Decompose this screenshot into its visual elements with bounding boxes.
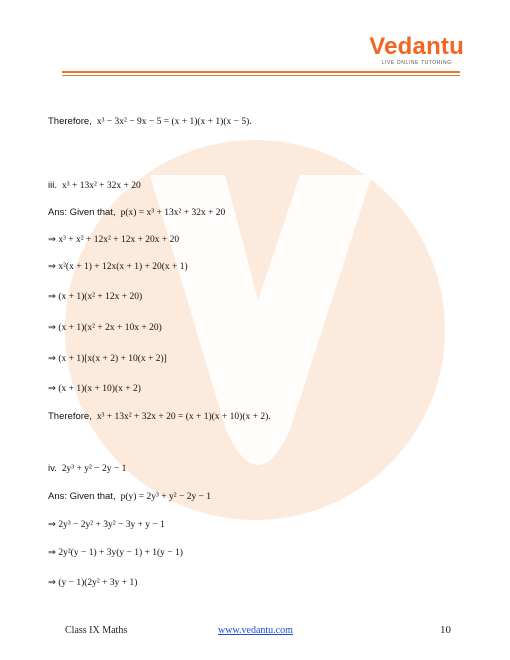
header-rule-thick xyxy=(62,71,460,73)
header-rule-thin xyxy=(62,75,460,76)
step-line: ⇒ (x + 1)(x² + 12x + 20) xyxy=(48,292,143,302)
factorization-result: x³ + 13x² + 32x + 20 = (x + 1)(x + 10)(x + 2). xyxy=(96,412,271,422)
part-iv-answer xyxy=(48,491,211,503)
part-iii-label: iii. xyxy=(48,180,57,191)
part-iii-expression: x³ + 13x² + 32x + 20 xyxy=(61,181,141,191)
logo-wordmark: Vedantu xyxy=(369,33,464,60)
logo-tagline: LIVE ONLINE TUTORING xyxy=(381,60,452,66)
vedantu-logo xyxy=(369,34,464,66)
ans-label: Ans: Given that, xyxy=(48,491,116,502)
step-line: ⇒ x³ + x² + 12x² + 12x + 20x + 20 xyxy=(48,235,180,245)
part-iii-answer xyxy=(48,207,225,219)
given-polynomial: p(x) = x³ + 13x² + 32x + 20 xyxy=(120,208,226,218)
step-line: ⇒ (y − 1)(2y² + 3y + 1) xyxy=(48,578,138,588)
part-iv-label: iv. xyxy=(48,463,57,474)
given-polynomial: p(y) = 2y³ + y² − 2y − 1 xyxy=(120,492,212,502)
part-iv-expression: 2y³ + y² − 2y − 1 xyxy=(61,464,127,474)
footer-class-label: Class IX Maths xyxy=(65,625,128,636)
ans-label: Ans: Given that, xyxy=(48,207,116,218)
therefore-label: Therefore, xyxy=(48,116,92,127)
page-number: 10 xyxy=(440,624,451,636)
therefore-label: Therefore, xyxy=(48,411,92,422)
step-line: ⇒ (x + 1)(x² + 2x + 10x + 20) xyxy=(48,323,162,333)
step-line: ⇒ (x + 1)[x(x + 2) + 10(x + 2)] xyxy=(48,354,167,364)
step-line: ⇒ (x + 1)(x + 10)(x + 2) xyxy=(48,384,141,394)
step-line: ⇒ x²(x + 1) + 12x(x + 1) + 20(x + 1) xyxy=(48,262,188,272)
part-iv-question xyxy=(48,463,126,475)
factorization-result: x³ − 3x² − 9x − 5 = (x + 1)(x + 1)(x − 5). xyxy=(96,117,252,127)
step-line: ⇒ 2y³ − 2y² + 3y² − 3y + y − 1 xyxy=(48,520,165,530)
therefore-line-2 xyxy=(48,411,271,423)
therefore-line-1 xyxy=(48,116,252,128)
step-line: ⇒ 2y²(y − 1) + 3y(y − 1) + 1(y − 1) xyxy=(48,548,183,558)
part-iii-question xyxy=(48,180,141,192)
footer-website-link[interactable]: www.vedantu.com xyxy=(218,625,293,636)
